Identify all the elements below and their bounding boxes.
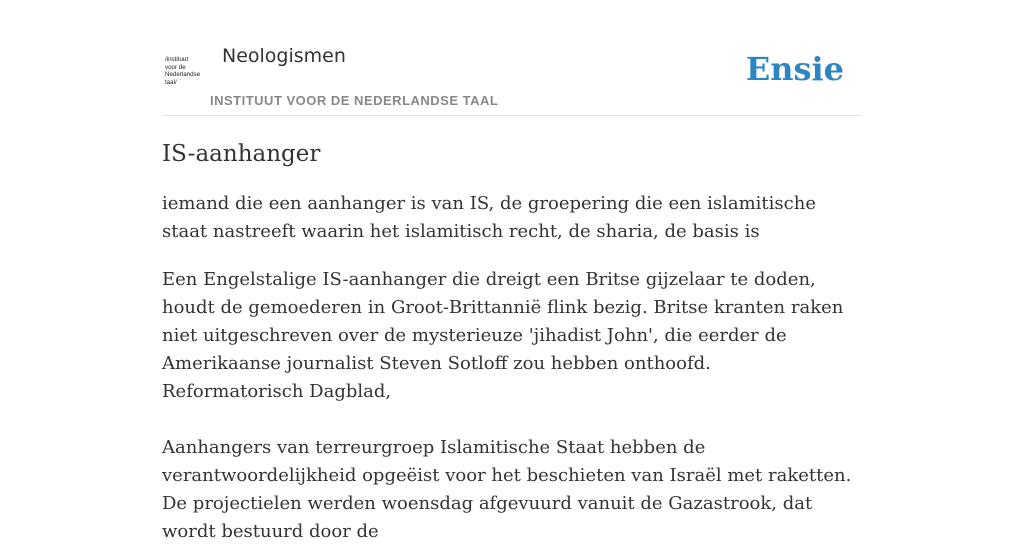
example-block xyxy=(162,266,862,546)
logo-line: voor de xyxy=(165,63,186,71)
definition-text: iemand die een aanhanger is van IS, de groepering die een islamitische staat nastreeft waarin het islamitisch recht, de sharia, de basis is xyxy=(162,193,816,242)
example-source: Reformatorisch Dagblad, xyxy=(162,381,392,402)
logo-line: taal/ xyxy=(165,78,177,86)
header xyxy=(162,0,862,116)
example-spacer xyxy=(162,406,862,434)
example-text: Aanhangers van terreurgroep Islamitische Staat hebben de verantwoordelijkheid opgeëist voor het beschieten van Israël met raketten. De projectielen werden woensdag afgevuurd vanuit de Gazastrook, dat wordt bestuurd door de xyxy=(162,437,852,542)
site-title[interactable]: Neologismen xyxy=(222,45,346,67)
entry-content xyxy=(162,138,862,546)
logo-line: Nederlandse xyxy=(165,71,201,79)
institute-logo[interactable] xyxy=(165,56,209,90)
page-title: IS-aanhanger xyxy=(162,141,321,167)
ensie-brand-link[interactable]: Ensie xyxy=(745,50,844,88)
site-subtitle: INSTITUUT VOOR DE NEDERLANDSE TAAL xyxy=(210,93,499,108)
logo-line: /instituut xyxy=(165,56,189,63)
example-text: Een Engelstalige IS-aanhanger die dreigt een Britse gijzelaar te doden, houdt de gemoederen in Groot-Brittannië flink bezig. Britse kranten raken niet uitgeschreven over de mysterieuze 'jihadist John', die eerder de Amerikaanse journalist Steven Sotloff zou hebben onthoofd. xyxy=(162,269,844,374)
